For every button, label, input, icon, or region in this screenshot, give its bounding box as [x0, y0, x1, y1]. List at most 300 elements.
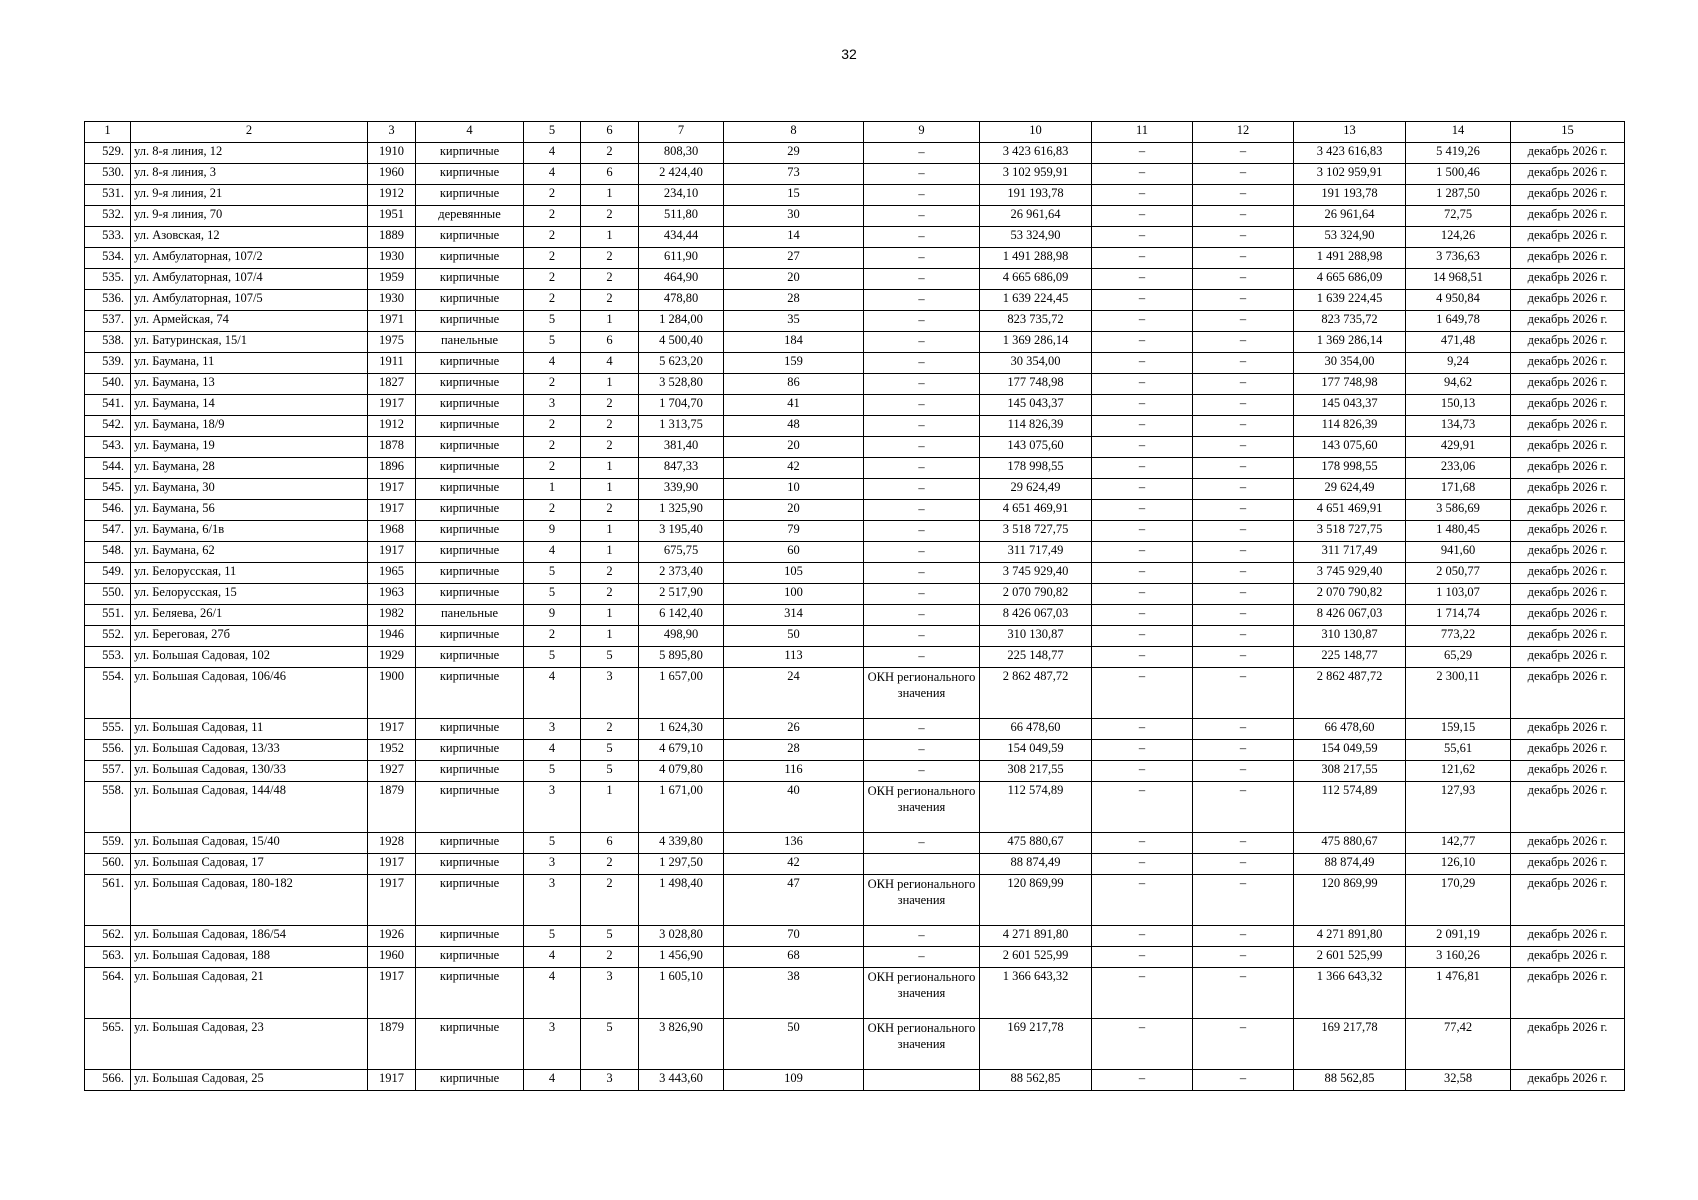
col-12-cell: – — [1193, 926, 1294, 947]
total-cost-cell: 177 748,98 — [1294, 374, 1406, 395]
wall-material-cell: кирпичные — [416, 854, 524, 875]
wall-material-cell: кирпичные — [416, 437, 524, 458]
completion-date-cell: декабрь 2026 г. — [1511, 437, 1625, 458]
row-number-cell: 559. — [85, 833, 131, 854]
address-cell: ул. Азовская, 12 — [131, 227, 368, 248]
column-number-11: 11 — [1092, 122, 1193, 143]
entrances-cell: 5 — [581, 1019, 639, 1070]
total-cost-cell: 169 217,78 — [1294, 1019, 1406, 1070]
construction-year-cell: 1878 — [368, 437, 416, 458]
table-row — [85, 542, 1625, 563]
cost-cell: 114 826,39 — [980, 416, 1092, 437]
table-row — [85, 968, 1625, 1019]
entrances-cell: 1 — [581, 605, 639, 626]
col-11-cell: – — [1092, 395, 1193, 416]
heritage-status-cell: – — [864, 833, 980, 854]
construction-year-cell: 1929 — [368, 647, 416, 668]
floors-cell: 3 — [524, 782, 581, 833]
row-number-cell: 566. — [85, 1070, 131, 1091]
area-cell: 478,80 — [639, 290, 724, 311]
table-row — [85, 311, 1625, 332]
column-number-12: 12 — [1193, 122, 1294, 143]
address-cell: ул. 8-я линия, 12 — [131, 143, 368, 164]
total-cost-cell: 1 491 288,98 — [1294, 248, 1406, 269]
entrances-cell: 1 — [581, 521, 639, 542]
row-number-cell: 540. — [85, 374, 131, 395]
cost-cell: 225 148,77 — [980, 647, 1092, 668]
entrances-cell: 1 — [581, 311, 639, 332]
cost-per-unit-cell: 1 649,78 — [1406, 311, 1511, 332]
completion-date-cell: декабрь 2026 г. — [1511, 395, 1625, 416]
completion-date-cell: декабрь 2026 г. — [1511, 584, 1625, 605]
wall-material-cell: кирпичные — [416, 584, 524, 605]
residents-cell: 35 — [724, 311, 864, 332]
row-number-cell: 537. — [85, 311, 131, 332]
entrances-cell: 2 — [581, 500, 639, 521]
col-12-cell: – — [1193, 719, 1294, 740]
heritage-status-cell: – — [864, 605, 980, 626]
col-11-cell: – — [1092, 605, 1193, 626]
column-number-2: 2 — [131, 122, 368, 143]
entrances-cell: 2 — [581, 947, 639, 968]
address-cell: ул. Баумана, 13 — [131, 374, 368, 395]
cost-per-unit-cell: 94,62 — [1406, 374, 1511, 395]
completion-date-cell: декабрь 2026 г. — [1511, 206, 1625, 227]
total-cost-cell: 475 880,67 — [1294, 833, 1406, 854]
heritage-status-cell: ОКН регионального значения — [864, 875, 980, 926]
heritage-status-cell: ОКН регионального значения — [864, 1019, 980, 1070]
completion-date-cell: декабрь 2026 г. — [1511, 719, 1625, 740]
row-number-cell: 539. — [85, 353, 131, 374]
col-11-cell: – — [1092, 248, 1193, 269]
cost-per-unit-cell: 127,93 — [1406, 782, 1511, 833]
table-row — [85, 719, 1625, 740]
wall-material-cell: кирпичные — [416, 1070, 524, 1091]
floors-cell: 5 — [524, 311, 581, 332]
floors-cell: 2 — [524, 206, 581, 227]
wall-material-cell: кирпичные — [416, 542, 524, 563]
area-cell: 611,90 — [639, 248, 724, 269]
floors-cell: 2 — [524, 458, 581, 479]
area-cell: 1 671,00 — [639, 782, 724, 833]
col-12-cell: – — [1193, 458, 1294, 479]
table-row — [85, 269, 1625, 290]
address-cell: ул. Баумана, 56 — [131, 500, 368, 521]
residents-cell: 24 — [724, 668, 864, 719]
table-row — [85, 647, 1625, 668]
completion-date-cell: декабрь 2026 г. — [1511, 521, 1625, 542]
table-row — [85, 143, 1625, 164]
construction-year-cell: 1917 — [368, 875, 416, 926]
construction-year-cell: 1959 — [368, 269, 416, 290]
wall-material-cell: кирпичные — [416, 143, 524, 164]
wall-material-cell: кирпичные — [416, 374, 524, 395]
residents-cell: 20 — [724, 500, 864, 521]
cost-cell: 88 562,85 — [980, 1070, 1092, 1091]
heritage-status-cell: – — [864, 479, 980, 500]
floors-cell: 4 — [524, 947, 581, 968]
address-cell: ул. Баумана, 6/1в — [131, 521, 368, 542]
construction-year-cell: 1927 — [368, 761, 416, 782]
cost-cell: 26 961,64 — [980, 206, 1092, 227]
floors-cell: 5 — [524, 647, 581, 668]
total-cost-cell: 225 148,77 — [1294, 647, 1406, 668]
row-number-cell: 555. — [85, 719, 131, 740]
address-cell: ул. Амбулаторная, 107/5 — [131, 290, 368, 311]
table-row — [85, 563, 1625, 584]
wall-material-cell: кирпичные — [416, 227, 524, 248]
area-cell: 511,80 — [639, 206, 724, 227]
floors-cell: 2 — [524, 437, 581, 458]
completion-date-cell: декабрь 2026 г. — [1511, 374, 1625, 395]
cost-cell: 191 193,78 — [980, 185, 1092, 206]
cost-per-unit-cell: 5 419,26 — [1406, 143, 1511, 164]
heritage-status-cell: – — [864, 947, 980, 968]
address-cell: ул. Баумана, 30 — [131, 479, 368, 500]
cost-per-unit-cell: 1 476,81 — [1406, 968, 1511, 1019]
address-cell: ул. Баумана, 18/9 — [131, 416, 368, 437]
construction-year-cell: 1879 — [368, 782, 416, 833]
residents-cell: 40 — [724, 782, 864, 833]
residents-cell: 14 — [724, 227, 864, 248]
floors-cell: 3 — [524, 875, 581, 926]
construction-year-cell: 1963 — [368, 584, 416, 605]
col-11-cell: – — [1092, 185, 1193, 206]
table-row — [85, 626, 1625, 647]
cost-per-unit-cell: 4 950,84 — [1406, 290, 1511, 311]
entrances-cell: 2 — [581, 875, 639, 926]
construction-year-cell: 1928 — [368, 833, 416, 854]
construction-year-cell: 1960 — [368, 164, 416, 185]
entrances-cell: 2 — [581, 290, 639, 311]
row-number-cell: 532. — [85, 206, 131, 227]
cost-cell: 29 624,49 — [980, 479, 1092, 500]
row-number-cell: 549. — [85, 563, 131, 584]
residents-cell: 38 — [724, 968, 864, 1019]
completion-date-cell: декабрь 2026 г. — [1511, 647, 1625, 668]
row-number-cell: 541. — [85, 395, 131, 416]
area-cell: 1 605,10 — [639, 968, 724, 1019]
table-row — [85, 605, 1625, 626]
completion-date-cell: декабрь 2026 г. — [1511, 761, 1625, 782]
address-cell: ул. 9-я линия, 21 — [131, 185, 368, 206]
floors-cell: 2 — [524, 290, 581, 311]
floors-cell: 4 — [524, 542, 581, 563]
entrances-cell: 2 — [581, 395, 639, 416]
cost-cell: 1 491 288,98 — [980, 248, 1092, 269]
col-12-cell: – — [1193, 206, 1294, 227]
completion-date-cell: декабрь 2026 г. — [1511, 143, 1625, 164]
row-number-cell: 546. — [85, 500, 131, 521]
cost-cell: 4 271 891,80 — [980, 926, 1092, 947]
cost-per-unit-cell: 2 050,77 — [1406, 563, 1511, 584]
col-12-cell: – — [1193, 626, 1294, 647]
cost-per-unit-cell: 77,42 — [1406, 1019, 1511, 1070]
address-cell: ул. 8-я линия, 3 — [131, 164, 368, 185]
address-cell: ул. Большая Садовая, 21 — [131, 968, 368, 1019]
table-row — [85, 290, 1625, 311]
residents-cell: 29 — [724, 143, 864, 164]
total-cost-cell: 310 130,87 — [1294, 626, 1406, 647]
cost-per-unit-cell: 1 500,46 — [1406, 164, 1511, 185]
completion-date-cell: декабрь 2026 г. — [1511, 1019, 1625, 1070]
col-12-cell: – — [1193, 479, 1294, 500]
wall-material-cell: панельные — [416, 332, 524, 353]
col-12-cell: – — [1193, 374, 1294, 395]
col-12-cell: – — [1193, 353, 1294, 374]
heritage-status-cell: – — [864, 521, 980, 542]
cost-cell: 145 043,37 — [980, 395, 1092, 416]
total-cost-cell: 143 075,60 — [1294, 437, 1406, 458]
wall-material-cell: кирпичные — [416, 1019, 524, 1070]
heritage-status-cell: – — [864, 248, 980, 269]
wall-material-cell: деревянные — [416, 206, 524, 227]
completion-date-cell: декабрь 2026 г. — [1511, 416, 1625, 437]
address-cell: ул. Большая Садовая, 23 — [131, 1019, 368, 1070]
heritage-status-cell: – — [864, 437, 980, 458]
col-12-cell: – — [1193, 269, 1294, 290]
residents-cell: 42 — [724, 458, 864, 479]
entrances-cell: 3 — [581, 1070, 639, 1091]
address-cell: ул. Большая Садовая, 188 — [131, 947, 368, 968]
col-12-cell: – — [1193, 782, 1294, 833]
table-row — [85, 1019, 1625, 1070]
cost-per-unit-cell: 170,29 — [1406, 875, 1511, 926]
completion-date-cell: декабрь 2026 г. — [1511, 926, 1625, 947]
col-11-cell: – — [1092, 227, 1193, 248]
entrances-cell: 3 — [581, 668, 639, 719]
col-11-cell: – — [1092, 968, 1193, 1019]
completion-date-cell: декабрь 2026 г. — [1511, 668, 1625, 719]
total-cost-cell: 4 271 891,80 — [1294, 926, 1406, 947]
column-number-15: 15 — [1511, 122, 1625, 143]
page-number: 32 — [841, 46, 857, 62]
col-12-cell: – — [1193, 584, 1294, 605]
wall-material-cell: кирпичные — [416, 761, 524, 782]
column-number-14: 14 — [1406, 122, 1511, 143]
total-cost-cell: 2 601 525,99 — [1294, 947, 1406, 968]
cost-per-unit-cell: 233,06 — [1406, 458, 1511, 479]
construction-year-cell: 1951 — [368, 206, 416, 227]
table-row — [85, 761, 1625, 782]
floors-cell: 2 — [524, 626, 581, 647]
residents-cell: 30 — [724, 206, 864, 227]
cost-cell: 308 217,55 — [980, 761, 1092, 782]
construction-year-cell: 1930 — [368, 248, 416, 269]
cost-per-unit-cell: 2 300,11 — [1406, 668, 1511, 719]
col-11-cell: – — [1092, 374, 1193, 395]
cost-per-unit-cell: 1 103,07 — [1406, 584, 1511, 605]
col-12-cell: – — [1193, 761, 1294, 782]
total-cost-cell: 88 562,85 — [1294, 1070, 1406, 1091]
wall-material-cell: кирпичные — [416, 479, 524, 500]
table-row — [85, 206, 1625, 227]
total-cost-cell: 2 070 790,82 — [1294, 584, 1406, 605]
cost-cell: 3 745 929,40 — [980, 563, 1092, 584]
wall-material-cell: кирпичные — [416, 563, 524, 584]
cost-per-unit-cell: 1 480,45 — [1406, 521, 1511, 542]
entrances-cell: 1 — [581, 458, 639, 479]
row-number-cell: 563. — [85, 947, 131, 968]
cost-cell: 88 874,49 — [980, 854, 1092, 875]
col-11-cell: – — [1092, 332, 1193, 353]
construction-year-cell: 1952 — [368, 740, 416, 761]
cost-cell: 3 423 616,83 — [980, 143, 1092, 164]
col-12-cell: – — [1193, 395, 1294, 416]
entrances-cell: 2 — [581, 563, 639, 584]
entrances-cell: 2 — [581, 206, 639, 227]
cost-per-unit-cell: 55,61 — [1406, 740, 1511, 761]
construction-year-cell: 1917 — [368, 542, 416, 563]
cost-cell: 66 478,60 — [980, 719, 1092, 740]
cost-per-unit-cell: 159,15 — [1406, 719, 1511, 740]
wall-material-cell: кирпичные — [416, 782, 524, 833]
cost-cell: 120 869,99 — [980, 875, 1092, 926]
table-row — [85, 353, 1625, 374]
construction-year-cell: 1917 — [368, 854, 416, 875]
address-cell: ул. Большая Садовая, 186/54 — [131, 926, 368, 947]
construction-year-cell: 1827 — [368, 374, 416, 395]
construction-year-cell: 1889 — [368, 227, 416, 248]
construction-year-cell: 1910 — [368, 143, 416, 164]
completion-date-cell: декабрь 2026 г. — [1511, 740, 1625, 761]
residents-cell: 105 — [724, 563, 864, 584]
column-number-4: 4 — [416, 122, 524, 143]
entrances-cell: 2 — [581, 437, 639, 458]
floors-cell: 3 — [524, 854, 581, 875]
col-11-cell: – — [1092, 584, 1193, 605]
table-row — [85, 164, 1625, 185]
address-cell: ул. Белорусская, 15 — [131, 584, 368, 605]
area-cell: 675,75 — [639, 542, 724, 563]
heritage-status-cell: ОКН регионального значения — [864, 968, 980, 1019]
residents-cell: 86 — [724, 374, 864, 395]
table-row — [85, 782, 1625, 833]
col-11-cell: – — [1092, 353, 1193, 374]
construction-year-cell: 1912 — [368, 416, 416, 437]
cost-cell: 311 717,49 — [980, 542, 1092, 563]
total-cost-cell: 308 217,55 — [1294, 761, 1406, 782]
heritage-status-cell: – — [864, 143, 980, 164]
total-cost-cell: 191 193,78 — [1294, 185, 1406, 206]
col-12-cell: – — [1193, 311, 1294, 332]
cost-cell: 143 075,60 — [980, 437, 1092, 458]
completion-date-cell: декабрь 2026 г. — [1511, 500, 1625, 521]
floors-cell: 4 — [524, 668, 581, 719]
cost-per-unit-cell: 142,77 — [1406, 833, 1511, 854]
area-cell: 4 079,80 — [639, 761, 724, 782]
wall-material-cell: кирпичные — [416, 290, 524, 311]
col-11-cell: – — [1092, 290, 1193, 311]
residents-cell: 70 — [724, 926, 864, 947]
table-row — [85, 854, 1625, 875]
col-11-cell: – — [1092, 206, 1193, 227]
cost-per-unit-cell: 72,75 — [1406, 206, 1511, 227]
entrances-cell: 1 — [581, 479, 639, 500]
table-row — [85, 458, 1625, 479]
cost-per-unit-cell: 124,26 — [1406, 227, 1511, 248]
residents-cell: 28 — [724, 740, 864, 761]
row-number-cell: 557. — [85, 761, 131, 782]
construction-year-cell: 1930 — [368, 290, 416, 311]
address-cell: ул. Баумана, 19 — [131, 437, 368, 458]
area-cell: 808,30 — [639, 143, 724, 164]
wall-material-cell: кирпичные — [416, 395, 524, 416]
entrances-cell: 6 — [581, 332, 639, 353]
cost-per-unit-cell: 171,68 — [1406, 479, 1511, 500]
residents-cell: 10 — [724, 479, 864, 500]
area-cell: 4 679,10 — [639, 740, 724, 761]
completion-date-cell: декабрь 2026 г. — [1511, 605, 1625, 626]
completion-date-cell: декабрь 2026 г. — [1511, 479, 1625, 500]
address-cell: ул. Большая Садовая, 106/46 — [131, 668, 368, 719]
col-11-cell: – — [1092, 479, 1193, 500]
address-cell: ул. Баумана, 11 — [131, 353, 368, 374]
residents-cell: 68 — [724, 947, 864, 968]
floors-cell: 4 — [524, 740, 581, 761]
area-cell: 2 373,40 — [639, 563, 724, 584]
floors-cell: 5 — [524, 761, 581, 782]
table-row — [85, 248, 1625, 269]
col-11-cell: – — [1092, 1070, 1193, 1091]
total-cost-cell: 88 874,49 — [1294, 854, 1406, 875]
address-cell: ул. Береговая, 27б — [131, 626, 368, 647]
cost-per-unit-cell: 134,73 — [1406, 416, 1511, 437]
row-number-cell: 545. — [85, 479, 131, 500]
total-cost-cell: 1 639 224,45 — [1294, 290, 1406, 311]
completion-date-cell: декабрь 2026 г. — [1511, 332, 1625, 353]
cost-cell: 30 354,00 — [980, 353, 1092, 374]
col-11-cell: – — [1092, 500, 1193, 521]
completion-date-cell: декабрь 2026 г. — [1511, 875, 1625, 926]
cost-cell: 2 601 525,99 — [980, 947, 1092, 968]
wall-material-cell: кирпичные — [416, 968, 524, 1019]
wall-material-cell: кирпичные — [416, 926, 524, 947]
table-row — [85, 395, 1625, 416]
wall-material-cell: кирпичные — [416, 626, 524, 647]
construction-year-cell: 1917 — [368, 968, 416, 1019]
wall-material-cell: кирпичные — [416, 833, 524, 854]
wall-material-cell: кирпичные — [416, 947, 524, 968]
heritage-status-cell: – — [864, 647, 980, 668]
heritage-status-cell: – — [864, 500, 980, 521]
floors-cell: 4 — [524, 968, 581, 1019]
residents-cell: 26 — [724, 719, 864, 740]
area-cell: 6 142,40 — [639, 605, 724, 626]
entrances-cell: 2 — [581, 269, 639, 290]
address-cell: ул. Беляева, 26/1 — [131, 605, 368, 626]
floors-cell: 3 — [524, 719, 581, 740]
cost-cell: 2 862 487,72 — [980, 668, 1092, 719]
row-number-cell: 560. — [85, 854, 131, 875]
entrances-cell: 6 — [581, 164, 639, 185]
col-11-cell: – — [1092, 947, 1193, 968]
cost-cell: 475 880,67 — [980, 833, 1092, 854]
total-cost-cell: 112 574,89 — [1294, 782, 1406, 833]
column-number-8: 8 — [724, 122, 864, 143]
col-11-cell: – — [1092, 668, 1193, 719]
col-11-cell: – — [1092, 521, 1193, 542]
total-cost-cell: 8 426 067,03 — [1294, 605, 1406, 626]
residents-cell: 47 — [724, 875, 864, 926]
col-11-cell: – — [1092, 875, 1193, 926]
address-cell: ул. Большая Садовая, 13/33 — [131, 740, 368, 761]
area-cell: 2 517,90 — [639, 584, 724, 605]
col-12-cell: – — [1193, 143, 1294, 164]
heritage-status-cell: ОКН регионального значения — [864, 782, 980, 833]
total-cost-cell: 311 717,49 — [1294, 542, 1406, 563]
entrances-cell: 2 — [581, 854, 639, 875]
